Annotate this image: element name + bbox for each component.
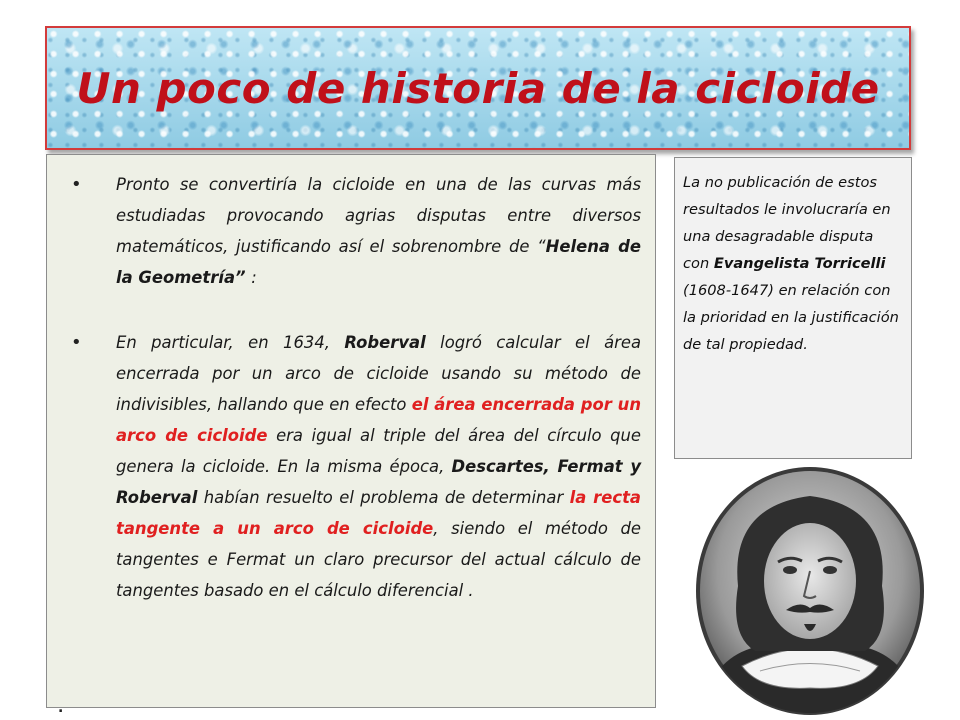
text-run: el área encerrada por un arco de cicloide (116, 395, 641, 445)
bullet-item-1 (71, 169, 641, 293)
bullet-icon: • (71, 174, 82, 195)
slide-title: Un poco de historia de la cicloide (76, 63, 880, 113)
text-run: Evangelista Torricelli (713, 255, 886, 272)
text-run: La no publicación de estos resultados le involucraría en una desagradable disputa con (683, 174, 891, 272)
bullet-icon: • (71, 332, 82, 353)
text-run: : (251, 268, 257, 287)
main-text-box (46, 154, 656, 708)
text-run: , siendo el método de tangentes e Fermat un claro precursor del actual cálculo de tangentes basado en el cálculo diferencial . (116, 519, 641, 600)
text-run: (1608-1647) en relación con la prioridad en la justificación de tal propiedad. (683, 282, 899, 353)
bullet-item-2 (71, 327, 641, 606)
text-run: En particular, en 1634, (116, 333, 345, 352)
text-run: era igual al triple del área del círculo que genera la cicloide. En la misma época, (116, 426, 641, 476)
bullet-text (116, 333, 641, 600)
text-run: Helena de la Geometría” (116, 237, 641, 287)
text-run: Pronto se convertiría la cicloide en una de las curvas más estudiadas provocando agrias disputas entre diversos matemáticos, justificando así el sobrenombre de “ (116, 175, 641, 256)
portrait-image (690, 466, 930, 716)
bullet-list (71, 169, 641, 606)
text-run: Descartes, Fermat y Roberval (116, 457, 642, 507)
title-banner (45, 26, 911, 150)
text-run: logró calcular el área encerrada por un arco de cicloide usando su método de indivisibles, hallando que en efecto (116, 333, 641, 414)
text-run: habían resuelto el problema de determinar (197, 488, 570, 507)
side-note-box (674, 157, 912, 459)
text-run: la recta tangente a un arco de cicloide (116, 488, 641, 538)
trailing-dot: . (58, 700, 64, 716)
side-note-text (683, 174, 899, 353)
bullet-text (116, 175, 641, 287)
text-run: Roberval (344, 333, 426, 352)
